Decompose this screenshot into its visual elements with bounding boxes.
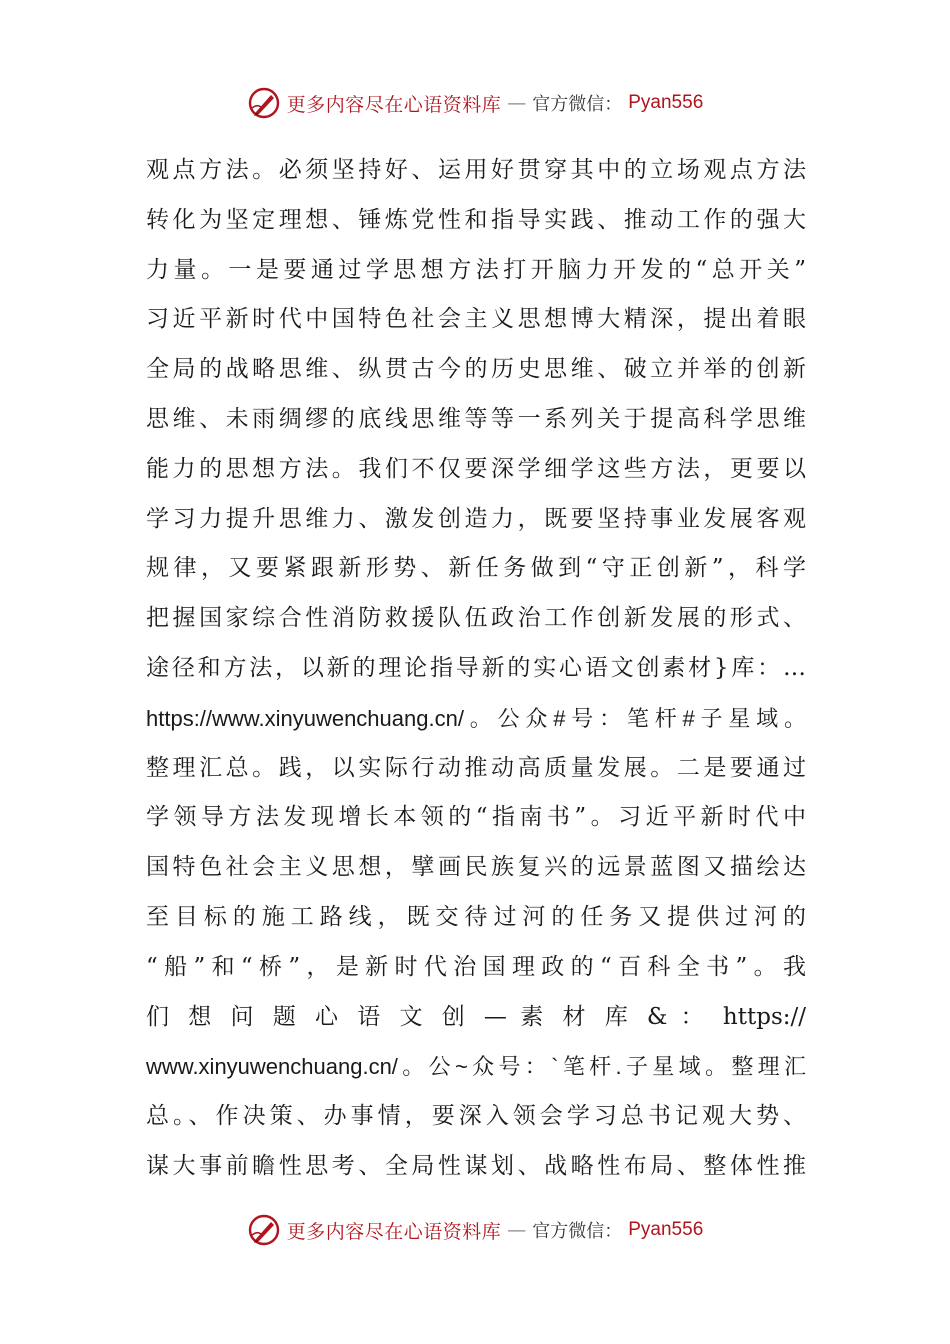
- body-line: https://www.xinyuwenchuang.cn/。公众#号：笔杆#子星域。: [146, 705, 806, 731]
- body-line: 习近平新时代中国特色社会主义思想博大精深，提出着眼: [146, 306, 806, 333]
- body-line: www.xinyuwenchuang.cn/。公~众号：`笔杆.子星域。整理汇: [146, 1054, 806, 1080]
- body-line: 总。、作决策、办事情，要深入领会学习总书记观大势、: [146, 1103, 806, 1130]
- body-line: 谋大事前瞻性思考、全局性谋划、战略性布局、整体性推: [146, 1152, 806, 1179]
- footer-dash: —: [507, 1219, 527, 1241]
- pen-logo-icon: [247, 1213, 281, 1247]
- body-line: 全局的战略思维、纵贯古今的历史思维、破立并举的创新: [146, 356, 806, 383]
- footer-site-text: 更多内容尽在心语资料库: [286, 1220, 502, 1243]
- body-line: 途径和方法，以新的理论指导新的实心语文创素材}库：…: [146, 654, 806, 681]
- footer-wechat-id: Pyan556: [628, 1219, 704, 1240]
- body-line: 把握国家综合性消防救援队伍政治工作创新发展的形式、: [146, 605, 806, 632]
- body-line: 思维、未雨绸缪的底线思维等等一系列关于提高科学思维: [146, 405, 806, 432]
- header-wechat-id: Pyan556: [628, 92, 704, 113]
- body-line: 至目标的施工路线，既交待过河的任务又提供过河的: [146, 903, 806, 930]
- body-line: 学领导方法发现增长本领的“指南书”。习近平新时代中: [146, 804, 806, 831]
- footer-watermark-banner: [0, 1212, 950, 1248]
- header-watermark-banner: [0, 85, 950, 121]
- body-line: 学习力提升思维力、激发创造力，既要坚持事业发展客观: [146, 505, 806, 532]
- body-line: 转化为坚定理想、锤炼党性和指导实践、推动工作的强大: [146, 206, 806, 233]
- body-line: “船”和“桥”，是新时代治国理政的“百科全书”。我: [146, 953, 806, 980]
- footer-wechat-label: 官方微信：: [532, 1221, 623, 1242]
- body-line: 整理汇总。践，以实际行动推动高质量发展。二是要通过: [146, 754, 806, 781]
- document-body: [146, 146, 806, 1192]
- header-site-text: 更多内容尽在心语资料库: [286, 93, 502, 116]
- body-line: 力量。一是要通过学思想方法打开脑力开发的“总开关”: [146, 256, 806, 283]
- body-line: 们 想 问 题 心 语 文 创 — 素 材 库 & ： https://: [146, 1003, 806, 1030]
- body-line: 国特色社会主义思想，擘画民族复兴的远景蓝图又描绘达: [146, 854, 806, 881]
- body-line: 能力的思想方法。我们不仅要深学细学这些方法，更要以: [146, 455, 806, 482]
- body-line: 观点方法。必须坚持好、运用好贯穿其中的立场观点方法: [146, 157, 806, 183]
- header-dash: —: [507, 92, 527, 114]
- pen-logo-icon: [247, 86, 281, 120]
- header-wechat-label: 官方微信：: [532, 94, 623, 115]
- body-line: 规律，又要紧跟新形势、新任务做到“守正创新”，科学: [146, 555, 806, 582]
